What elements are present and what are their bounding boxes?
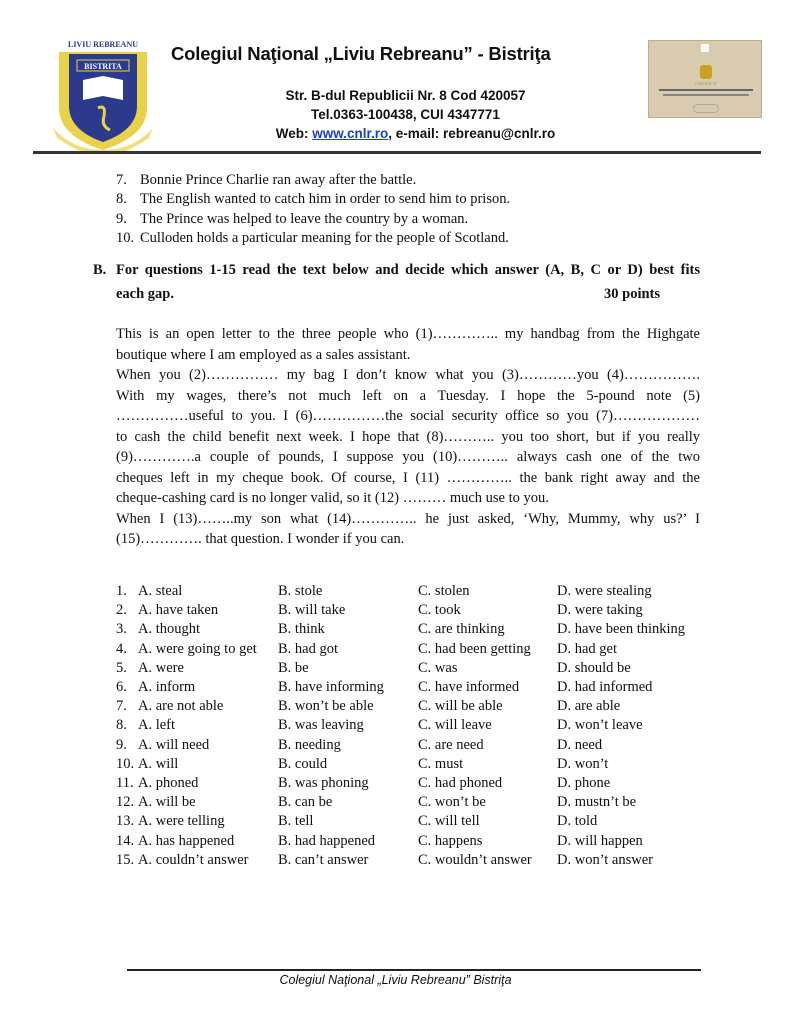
question-number: 13. — [116, 813, 135, 830]
option-c: C. are thinking — [418, 621, 505, 638]
section-instructions: For questions 1-15 read the text below and decide which answer (A, B, C or D) best fits — [116, 262, 700, 278]
school-name: Colegiul Naţional „Liviu Rebreanu” - Bistriţa — [171, 43, 551, 64]
option-c: C. wouldn’t answer — [418, 851, 532, 868]
option-d: D. told — [557, 813, 598, 830]
option-b: B. tell — [278, 813, 314, 830]
question-number: 1. — [116, 583, 127, 599]
section-points: 30 points — [604, 286, 661, 302]
passage-line: When you (2)…………… my bag I don’t know what you (3)…………you (4)……………. — [116, 367, 700, 383]
statement-text: The English wanted to catch him in order to send him to prison. — [140, 191, 511, 208]
option-d: D. won’t — [557, 755, 609, 772]
option-d: D. have been thinking — [557, 621, 686, 638]
option-d: D. phone — [557, 775, 611, 791]
option-b: B. have informing — [278, 679, 384, 695]
question-number: 12. — [116, 794, 135, 811]
question-number: 10. — [116, 755, 135, 772]
option-b: B. won’t be able — [278, 698, 374, 715]
option-c: C. must — [418, 755, 464, 772]
option-c: C. have informed — [418, 679, 520, 695]
certificate-image — [648, 40, 762, 118]
option-b: B. had got — [278, 640, 339, 657]
option-a: A. thought — [138, 621, 201, 638]
option-b: B. was phoning — [278, 775, 369, 791]
address: Str. B-dul Republicii Nr. 8 Cod 420057 — [285, 88, 526, 103]
option-b: B. was leaving — [278, 717, 364, 734]
option-d: D. were taking — [557, 602, 643, 619]
statement-number: 9. — [116, 210, 127, 227]
option-a: A. were — [138, 659, 184, 676]
option-c: C. will tell — [418, 813, 480, 830]
option-b: B. needing — [278, 736, 341, 753]
statement-item — [116, 210, 469, 229]
website-link[interactable]: www.cnlr.ro — [312, 126, 389, 141]
option-b: B. will take — [278, 602, 346, 619]
question-number: 4. — [116, 640, 127, 657]
option-b: B. think — [278, 621, 325, 638]
passage-line: (15)…………. that question. I wonder if you can. — [116, 531, 405, 547]
phone: Tel.0363-100438, CUI 4347771 — [311, 107, 500, 122]
statement-number: 10. — [116, 229, 135, 246]
option-a: A. will need — [138, 736, 210, 753]
option-a: A. steal — [138, 583, 183, 599]
statement-number: 8. — [116, 191, 127, 208]
footer-divider — [127, 969, 701, 971]
option-d: D. had get — [557, 640, 617, 657]
cert-text: CERTIFICAT — [694, 81, 718, 86]
option-d: D. are able — [557, 698, 621, 715]
option-b: B. be — [278, 659, 309, 676]
statement-number: 7. — [116, 172, 127, 188]
passage-line: boutique where I am employed as a sales assistant. — [116, 346, 411, 363]
web-label: Web: — [275, 126, 313, 141]
svg-text:BISTRITA: BISTRITA — [84, 62, 122, 71]
section-letter: B. — [93, 262, 107, 278]
statement-text: Bonnie Prince Charlie ran away after the battle. — [140, 172, 417, 188]
email: , e-mail: rebreanu@cnlr.ro — [388, 126, 556, 141]
statement-text: Culloden holds a particular meaning for the people of Scotland. — [140, 229, 509, 246]
passage-line: (9)………….a couple of pounds, I suppose you (10)……….. always cash one of the two — [116, 449, 700, 465]
option-b: B. could — [278, 755, 328, 772]
option-a: A. were going to get — [138, 640, 257, 657]
option-d: D. were stealing — [557, 583, 652, 599]
option-c: C. took — [418, 602, 461, 619]
option-c: C. will leave — [418, 717, 492, 734]
passage-line: cheque-cashing card is no longer valid, so it (12) ……… much use to you. — [116, 490, 549, 506]
option-c: C. will be able — [418, 698, 503, 715]
passage-line: ……………useful to you. I (6)……………the social security office so you (7)……………… — [116, 408, 700, 424]
question-number: 11. — [116, 775, 134, 791]
option-a: A. have taken — [138, 602, 219, 619]
question-number: 9. — [116, 736, 127, 753]
option-d: D. had informed — [557, 679, 653, 695]
statement-text: The Prince was helped to leave the country by a woman. — [140, 210, 469, 227]
question-number: 2. — [116, 602, 127, 619]
option-c: C. happens — [418, 832, 483, 849]
passage-line: to cash the child benefit next week. I hope that (8)……….. you too short, but if you really — [116, 428, 700, 445]
option-a: A. left — [138, 717, 176, 734]
svg-text:LIVIU REBREANU: LIVIU REBREANU — [67, 40, 139, 49]
option-d: D. should be — [557, 659, 631, 676]
option-c: C. was — [418, 659, 458, 676]
option-b: B. had happened — [278, 832, 376, 849]
option-c: C. won’t be — [418, 794, 486, 811]
passage-line: cheques left in my cheque book. Of course, I (11) ………….. the bank right away and the — [116, 469, 700, 486]
option-d: D. will happen — [557, 832, 643, 849]
option-a: A. were telling — [138, 813, 225, 830]
option-b: B. stole — [278, 583, 323, 599]
cross-icon — [701, 44, 709, 52]
crest-icon — [700, 65, 712, 79]
passage-line: With my wages, there’s not much left on a Tuesday. I hope the 5-pound note (5) — [116, 387, 700, 404]
question-number: 6. — [116, 679, 127, 695]
option-b: B. can be — [278, 794, 333, 811]
option-a: A. will — [138, 755, 179, 772]
option-d: D. need — [557, 736, 603, 753]
option-a: A. inform — [138, 679, 196, 695]
option-a: A. has happened — [138, 832, 235, 849]
header-divider — [33, 151, 761, 154]
question-number: 14. — [116, 832, 135, 849]
option-c: C. are need — [418, 736, 484, 753]
option-c: C. stolen — [418, 583, 470, 599]
option-d: D. won’t answer — [557, 851, 653, 868]
option-d: D. mustn’t be — [557, 794, 637, 811]
statement-item — [116, 171, 417, 190]
option-d: D. won’t leave — [557, 717, 643, 734]
option-c: C. had phoned — [418, 775, 503, 791]
question-number: 8. — [116, 717, 127, 734]
passage-line: This is an open letter to the three people who (1)………….. my handbag from the Highgate — [116, 326, 700, 342]
statement-item — [116, 190, 511, 209]
section-instructions-cont: each gap. — [116, 286, 174, 302]
footer-text: Colegiul Naţional „Liviu Rebreanu” Bistriţa — [279, 973, 512, 987]
option-b: B. can’t answer — [278, 851, 369, 868]
option-a: A. will be — [138, 794, 196, 811]
option-a: A. couldn’t answer — [138, 851, 249, 868]
question-number: 15. — [116, 851, 135, 868]
passage-line: When I (13)……..my son what (14)………….. he just asked, ‘Why, Mummy, why us?’ I — [116, 510, 700, 527]
option-a: A. are not able — [138, 698, 224, 715]
option-c: C. had been getting — [418, 640, 531, 657]
statement-item — [116, 229, 509, 248]
question-number: 5. — [116, 659, 127, 676]
question-number: 7. — [116, 698, 127, 715]
option-a: A. phoned — [138, 775, 199, 791]
contact-line — [20, 126, 791, 141]
question-number: 3. — [116, 621, 127, 638]
